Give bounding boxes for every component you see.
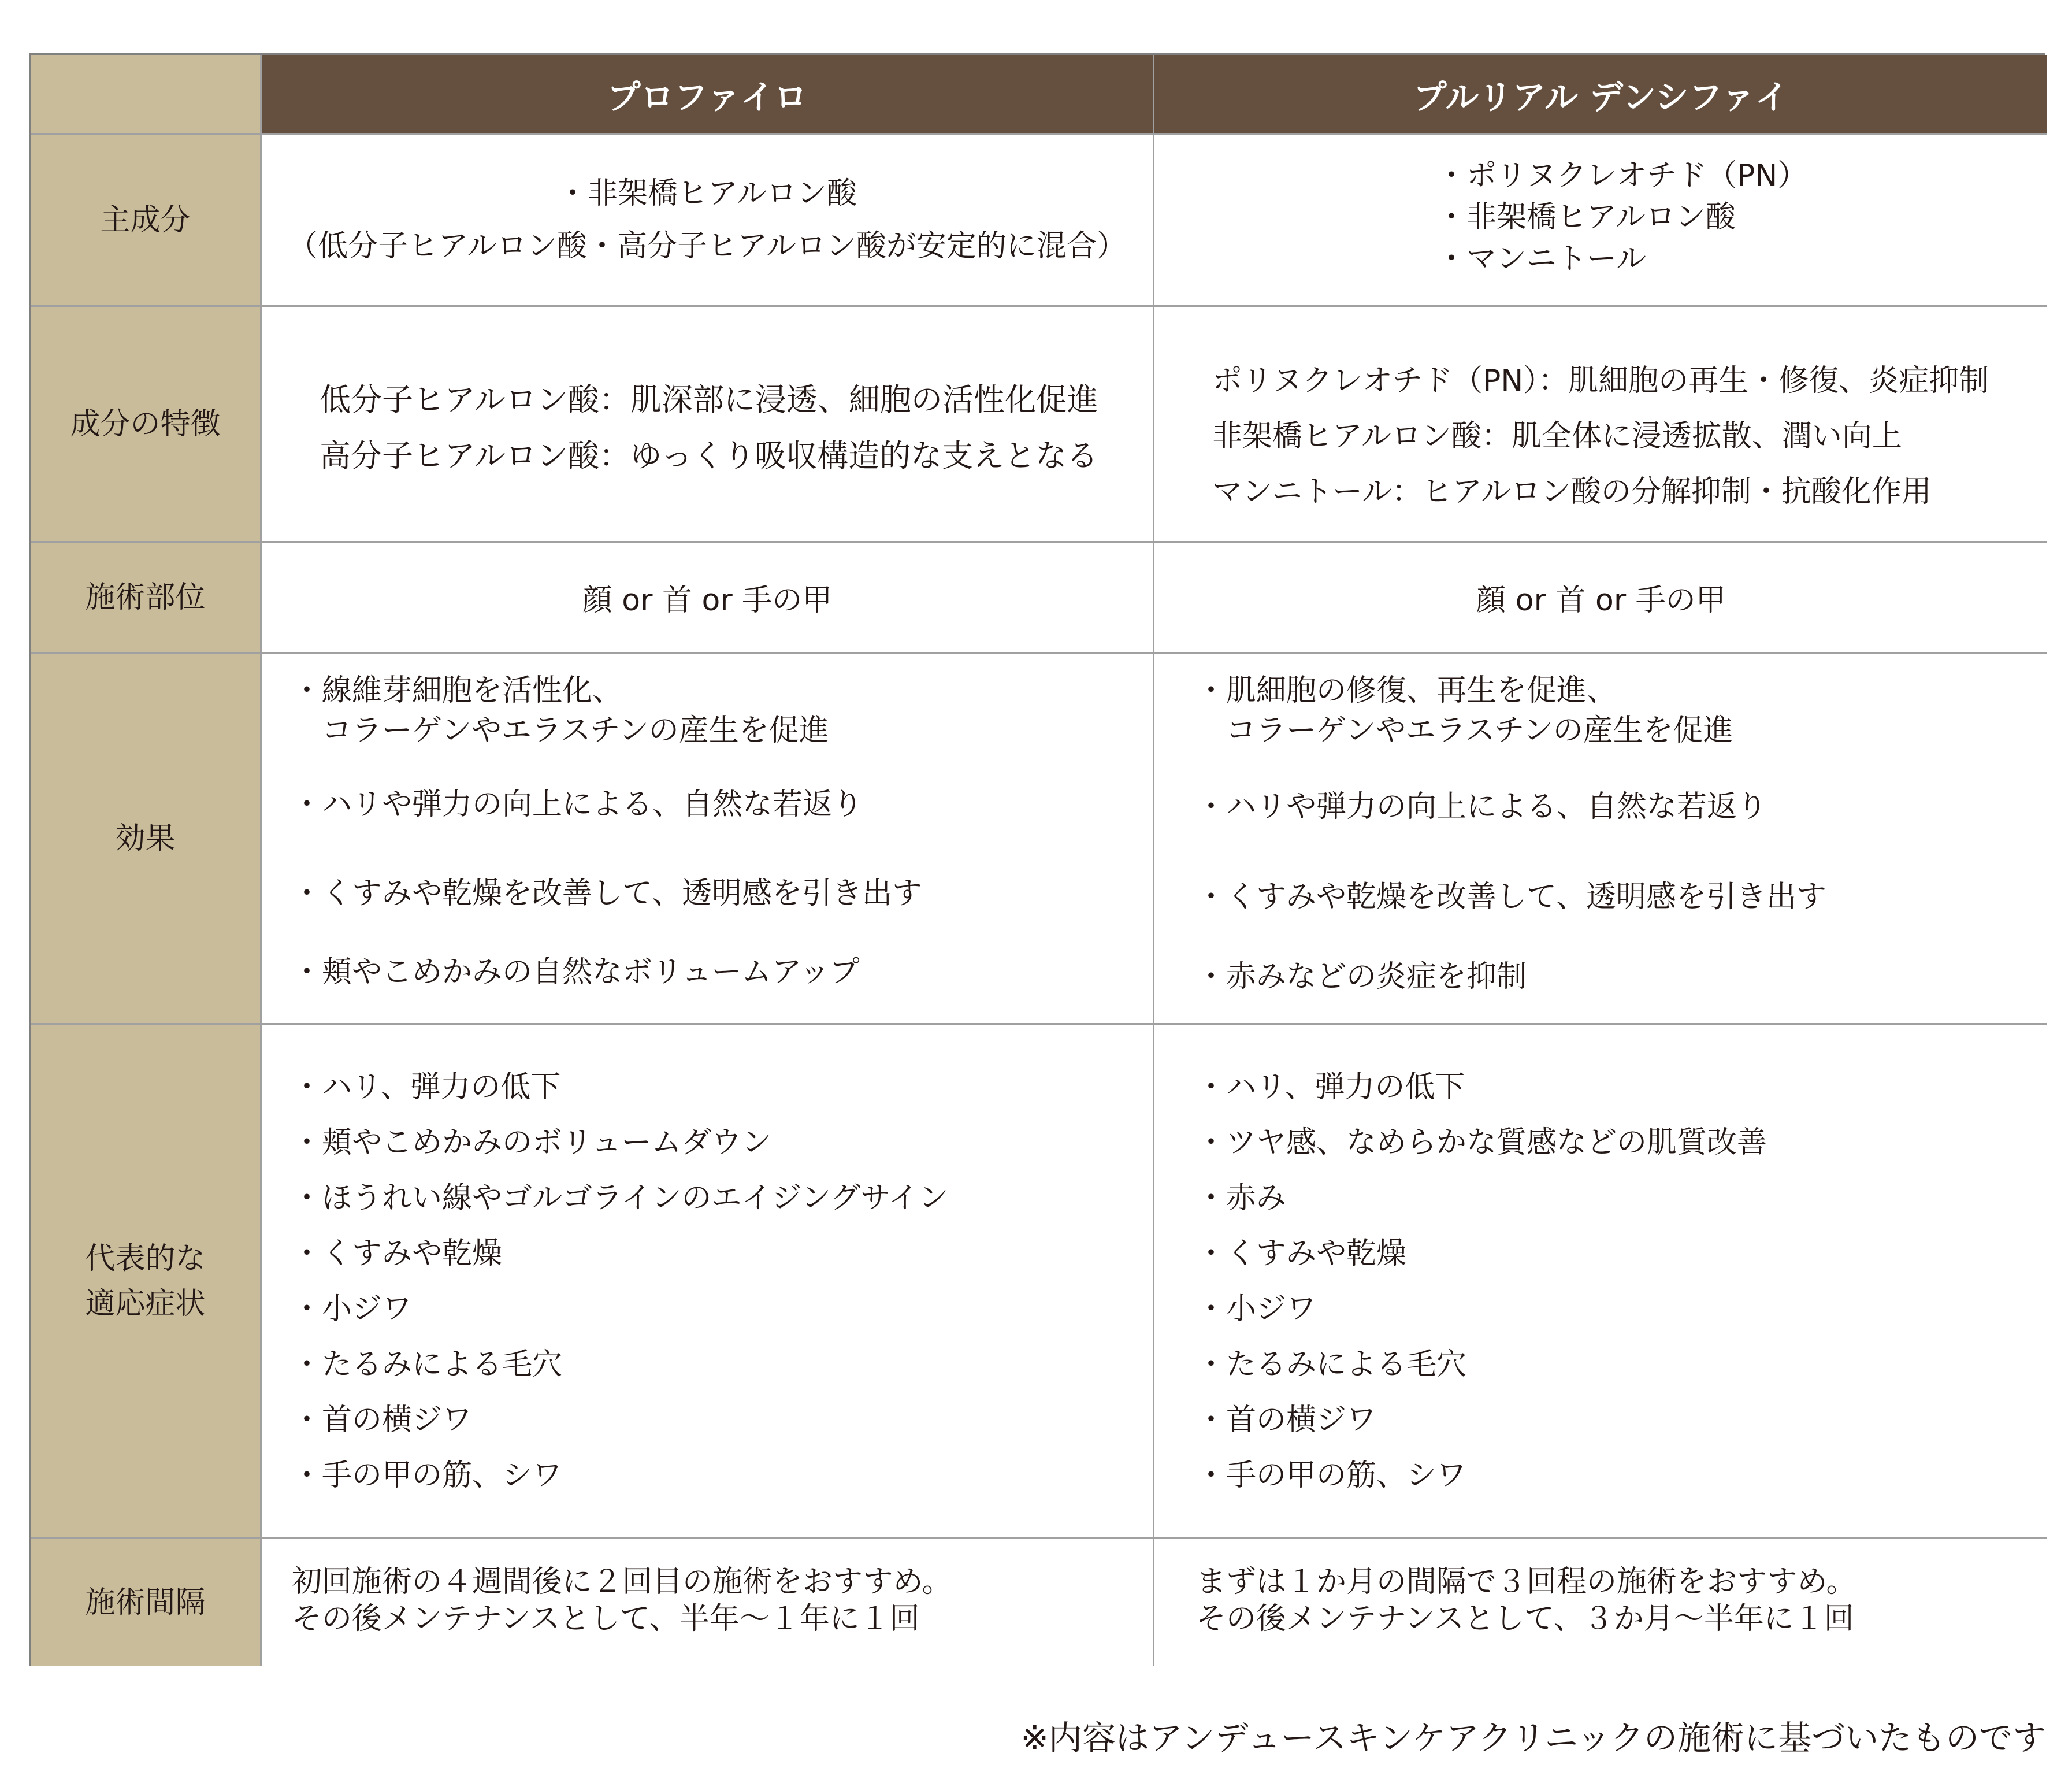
list-item: ・首の横ジワ (292, 1403, 473, 1437)
list-item: ・マンニトール (1436, 241, 1646, 276)
list-item: ・小ジワ (292, 1292, 413, 1326)
list-item: ・ハリ、弾力の低下 (1196, 1070, 1465, 1104)
interval-profhilo (262, 1539, 1154, 1666)
list-item: その後メンテナンスとして、３か月〜半年に１回 (1196, 1602, 1854, 1636)
interval-plurial (1154, 1539, 2047, 1666)
list-item: ・首の横ジワ (1196, 1403, 1377, 1437)
row-label-effects: 効果 (31, 654, 262, 1025)
row-label-line: 適応症状 (85, 1286, 206, 1321)
list-item: ・手の甲の筋、シワ (1196, 1458, 1467, 1493)
list-item: コラーゲンやエラスチンの産生を促進 (1196, 713, 1733, 748)
list-item: ・くすみや乾燥を改善して、透明感を引き出す (292, 876, 922, 911)
list-item: ・手の甲の筋、シワ (292, 1458, 563, 1493)
list-item: コラーゲンやエラスチンの産生を促進 (292, 713, 829, 748)
row-label-symptoms (31, 1025, 262, 1539)
list-item: ・線維芽細胞を活性化、 (292, 673, 623, 708)
row-label-line: 代表的な (85, 1241, 206, 1276)
row-label-main-ingredient: 主成分 (31, 135, 262, 307)
list-item: マンニトール：ヒアルロン酸の分解抑制・抗酸化作用 (1212, 475, 1932, 510)
treatment-area-profhilo (262, 543, 1154, 654)
treatment-area-value: 顔 or 首 or 手の甲 (1476, 583, 1726, 618)
features-profhilo (262, 307, 1154, 543)
effects-plurial (1154, 654, 2047, 1025)
comparison-table (29, 53, 2045, 1666)
list-item: ・たるみによる毛穴 (292, 1347, 563, 1382)
main-ingredient-profhilo (262, 135, 1154, 307)
list-item: ・たるみによる毛穴 (1196, 1347, 1467, 1382)
list-item: ・ハリや弾力の向上による、自然な若返り (292, 787, 863, 822)
row-label-features: 成分の特徴 (31, 307, 262, 543)
list-item: 高分子ヒアルロン酸：ゆっくり吸収構造的な支えとなる (320, 438, 1098, 475)
column-header-profhilo: プロファイロ (262, 55, 1154, 135)
list-item: ・ポリヌクレオチド（PN） (1436, 158, 1808, 193)
list-item: 低分子ヒアルロン酸：肌深部に浸透、細胞の活性化促進 (320, 381, 1098, 418)
list-item: （低分子ヒアルロン酸・高分子ヒアルロン酸が安定的に混合） (288, 228, 1127, 264)
symptoms-profhilo (262, 1025, 1154, 1539)
list-item: ・くすみや乾燥 (1196, 1236, 1407, 1271)
list-item: ・頬やこめかみのボリュームダウン (292, 1125, 772, 1160)
footnote: ※内容はアンデュースキンケアクリニックの施術に基づいたものです (1020, 1718, 2046, 1758)
list-item: ・くすみや乾燥を改善して、透明感を引き出す (1196, 880, 1826, 914)
list-item: ・ほうれい線やゴルゴラインのエイジングサイン (292, 1181, 949, 1215)
list-item: ・ハリや弾力の向上による、自然な若返り (1196, 789, 1767, 824)
symptoms-plurial (1154, 1025, 2047, 1539)
list-item: ・非架橋ヒアルロン酸 (558, 176, 857, 211)
treatment-area-plurial (1154, 543, 2047, 654)
row-label-interval: 施術間隔 (31, 1539, 262, 1666)
list-item: ・赤みなどの炎症を抑制 (1196, 959, 1527, 994)
list-item: その後メンテナンスとして、半年〜１年に１回 (292, 1602, 920, 1636)
treatment-area-value: 顔 or 首 or 手の甲 (582, 583, 833, 618)
list-item: ・ツヤ感、なめらかな質感などの肌質改善 (1196, 1125, 1767, 1160)
list-item: ・くすみや乾燥 (292, 1236, 503, 1271)
features-plurial (1154, 307, 2047, 543)
column-header-plurial-densify: プルリアル デンシファイ (1154, 55, 2047, 135)
list-item: ・ハリ、弾力の低下 (292, 1070, 561, 1104)
list-item: ・小ジワ (1196, 1292, 1317, 1326)
list-item: まずは１か月の間隔で３回程の施術をおすすめ。 (1196, 1565, 1856, 1599)
list-item: ・赤み (1196, 1181, 1287, 1215)
list-item: ・肌細胞の修復、再生を促進、 (1196, 673, 1617, 708)
list-item: ポリヌクレオチド（PN）：肌細胞の再生・修復、炎症抑制 (1212, 364, 1989, 398)
table-corner (31, 55, 262, 135)
list-item: 初回施術の４週間後に２回目の施術をおすすめ。 (292, 1565, 952, 1599)
effects-profhilo (262, 654, 1154, 1025)
row-label-treatment-area: 施術部位 (31, 543, 262, 654)
list-item: 非架橋ヒアルロン酸：肌全体に浸透拡散、潤い向上 (1212, 419, 1902, 454)
list-item: ・頬やこめかみの自然なボリュームアップ (292, 955, 860, 989)
list-item: ・非架橋ヒアルロン酸 (1436, 199, 1736, 235)
main-ingredient-plurial (1154, 135, 2047, 307)
